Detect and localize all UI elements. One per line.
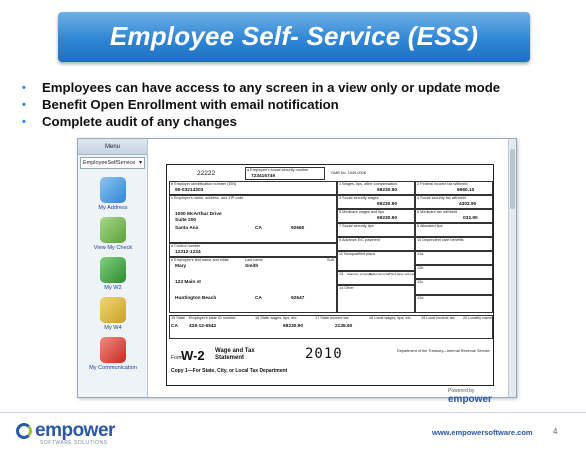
employee-state: CA xyxy=(255,296,262,301)
footer-logo xyxy=(16,420,115,442)
ssn-value: 723416749 xyxy=(251,174,276,179)
footer-divider xyxy=(0,412,586,413)
footer-logo-text: empower xyxy=(35,420,115,441)
box9-label: 9 Advance EIC payment xyxy=(339,238,380,242)
sidebar-item-my-address[interactable] xyxy=(78,177,148,211)
control-label: d Control number xyxy=(171,244,201,248)
employee-city: Huntington Beach xyxy=(175,296,217,301)
slide-title: Employee Self- Service (ESS) xyxy=(109,21,479,51)
employer-state: CA xyxy=(255,226,262,231)
last-name-label: Last name xyxy=(245,258,263,262)
box18-label: 18 Local wages, tips, etc. xyxy=(369,316,412,320)
form-title-2: Statement xyxy=(215,355,245,361)
bullet-item xyxy=(22,79,582,96)
copy-text: Copy 1—For State, City, or Local Tax Department xyxy=(171,368,288,374)
control-value: 12312-1234 xyxy=(175,250,201,255)
box2-value: 6960.10 xyxy=(457,188,475,193)
box1-value: 68230.90 xyxy=(377,188,398,193)
sidebar-item-label: View My Check xyxy=(93,245,133,251)
w2-icon xyxy=(100,257,126,283)
sidebar-item-label: My W2 xyxy=(104,285,122,291)
box7-label: 7 Social security tips xyxy=(339,224,374,228)
bullet-text: Benefit Open Enrollment with email notification xyxy=(42,97,339,112)
box4-value: 4302.90 xyxy=(459,202,477,207)
chevron-down-icon: ▾ xyxy=(138,160,142,166)
bullet-item xyxy=(22,113,582,130)
box1-label: 1 Wages, tips, other compensation xyxy=(339,182,398,186)
sidebar-item-view-my-check[interactable] xyxy=(78,217,148,251)
form-title-1: Wage and Tax xyxy=(215,348,255,354)
tax-year: 2010 xyxy=(305,346,343,362)
box6-label: 6 Medicare tax withheld xyxy=(417,210,457,214)
box13-statutory: Statutory employee xyxy=(347,272,373,276)
empower-logo-icon xyxy=(16,423,32,439)
box16-label: 16 State wages, tips, etc. xyxy=(255,316,298,320)
sidebar-item-my-communication[interactable] xyxy=(78,337,148,371)
suff-label: Suff. xyxy=(327,258,335,262)
box3-value: 69230.90 xyxy=(377,202,398,207)
bullet-list xyxy=(22,79,582,130)
box16-value: 68230.90 xyxy=(283,324,304,329)
powered-by-label: Powered by xyxy=(448,388,475,394)
box15-label: 15 State xyxy=(171,316,186,320)
bullet-text: Complete audit of any changes xyxy=(42,114,237,129)
w2-form xyxy=(166,164,494,386)
box20-label: 20 Locality name xyxy=(463,316,492,320)
box2-label: 2 Federal income tax withheld xyxy=(417,182,468,186)
box12b xyxy=(415,265,493,279)
footer-tagline: SOFTWARE SOLUTIONS xyxy=(40,440,108,446)
control-number-top: 22222 xyxy=(197,170,216,177)
scrollbar-thumb[interactable] xyxy=(510,149,515,209)
box14-label: 14 Other xyxy=(339,286,354,290)
mail-icon xyxy=(100,337,126,363)
page-number: 4 xyxy=(553,427,558,436)
box19-label: 19 Local income tax xyxy=(421,316,455,320)
box12c xyxy=(415,279,493,295)
employee-last-name: Smith xyxy=(245,264,259,269)
box3-label: 3 Social security wages xyxy=(339,196,379,200)
box13-retirement: Retirement plan xyxy=(369,272,391,276)
employee-zip: 92647 xyxy=(291,296,305,301)
menu-header: Menu xyxy=(78,139,147,155)
menu-select-value: EmployeeSelfService xyxy=(83,160,136,166)
ein-label: b Employer identification number (EIN) xyxy=(171,182,237,186)
bullet-icon: • xyxy=(22,115,26,128)
sidebar-item-label: My Address xyxy=(98,205,128,211)
box10-label: 10 Dependent care benefits xyxy=(417,238,464,242)
powered-by-logo: empower xyxy=(448,394,492,405)
omb-label: OMB No. 1545-0008 xyxy=(331,171,366,175)
box6-value: 032.90 xyxy=(463,216,478,221)
ein-value: 95-03214303 xyxy=(175,188,204,193)
box15-ein-label: Employer's state ID number xyxy=(189,316,236,320)
state-id-value: 428-12-6542 xyxy=(189,324,217,329)
box12c-label: 12c xyxy=(417,280,424,284)
employee-first-name: Mary xyxy=(175,264,187,269)
w4-icon xyxy=(100,297,126,323)
box4-label: 4 Social security tax withheld xyxy=(417,196,466,200)
employer-suite: Suite 200 xyxy=(175,218,197,223)
form-label: Form xyxy=(171,355,183,361)
employer-label: c Employer's name, address, and ZIP code xyxy=(171,196,244,200)
bullet-icon: • xyxy=(22,98,26,111)
sidebar-item-label: My Communication xyxy=(89,365,137,371)
box12a xyxy=(415,251,493,265)
employer-street: 1000 McArthur Drive xyxy=(175,212,222,217)
employee-street: 123 Main st xyxy=(175,280,201,285)
bullet-icon: • xyxy=(22,81,26,94)
sidebar-item-my-w4[interactable] xyxy=(78,297,148,331)
title-banner xyxy=(58,12,530,62)
box12d xyxy=(415,295,493,313)
ess-app-window xyxy=(77,138,517,398)
box5-value: 69230.90 xyxy=(377,216,398,221)
box17-label: 17 State income tax xyxy=(315,316,349,320)
box13-sick-pay: Third-party sick pay xyxy=(389,272,416,276)
sidebar-item-label: My W4 xyxy=(104,325,122,331)
treasury-label: Department of the Treasury—Internal Revenue Service xyxy=(397,349,490,353)
box11-label: 11 Nonqualified plans xyxy=(339,252,376,256)
box12a-label: 12a xyxy=(417,252,424,256)
sidebar-item-my-w2[interactable] xyxy=(78,257,148,291)
sidebar xyxy=(78,139,148,397)
box12b-label: 12b xyxy=(417,266,424,270)
employer-zip: 92660 xyxy=(291,226,305,231)
ssn-label: a Employee's social security number xyxy=(247,168,309,172)
menu-select[interactable] xyxy=(80,157,145,169)
box8-label: 8 Allocated tips xyxy=(417,224,443,228)
box13-label: 13 xyxy=(339,272,344,276)
vertical-scrollbar[interactable] xyxy=(508,139,516,397)
box5-label: 5 Medicare wages and tips xyxy=(339,210,385,214)
employee-name-label: e Employee's first name and initial xyxy=(171,258,229,262)
bullet-item xyxy=(22,96,582,113)
form-code: W-2 xyxy=(181,348,205,363)
box12d-label: 12d xyxy=(417,296,424,300)
check-icon xyxy=(100,217,126,243)
bullet-text: Employees can have access to any screen in a view only or update mode xyxy=(42,80,501,95)
footer-url[interactable]: www.empowersoftware.com xyxy=(432,428,533,437)
state-value: CA xyxy=(171,324,178,329)
building-icon xyxy=(100,177,126,203)
box17-value: 2136.60 xyxy=(335,324,353,329)
employer-city: Santa Ana xyxy=(175,226,199,231)
